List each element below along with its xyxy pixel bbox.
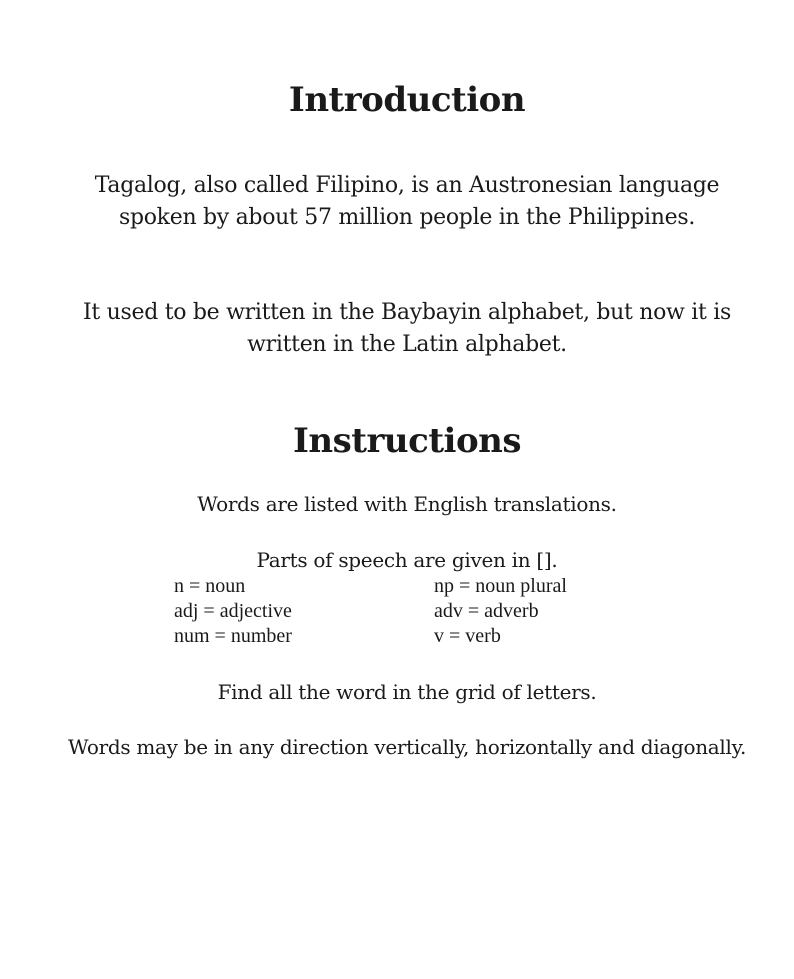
instructions-paragraph-1: Words are listed with English translations. xyxy=(197,492,617,516)
abbreviation-noun: n = noun xyxy=(174,575,246,597)
abbreviation-number: num = number xyxy=(174,625,292,647)
abbreviation-verb: v = verb xyxy=(434,625,501,647)
instructions-paragraph-4: Words may be in any direction vertically, horizontally and diagonally. xyxy=(67,735,747,759)
abbreviation-adverb: adv = adverb xyxy=(434,600,539,622)
introduction-paragraph-1: Tagalog, also called Filipino, is an Austronesian language spoken by about 57 million people in the Philippines. xyxy=(94,173,720,230)
abbreviation-noun-plural: np = noun plural xyxy=(434,575,567,597)
instructions-paragraph-2: Parts of speech are given in []. xyxy=(256,548,558,572)
instructions-paragraph-3: Find all the word in the grid of letters. xyxy=(217,680,597,704)
abbreviation-adjective: adj = adjective xyxy=(174,600,292,622)
instructions-heading: Instructions xyxy=(293,421,521,461)
introduction-heading: Introduction xyxy=(288,80,526,120)
introduction-paragraph-2: It used to be written in the Baybayin alphabet, but now it is written in the Latin alphabet. xyxy=(83,300,731,357)
